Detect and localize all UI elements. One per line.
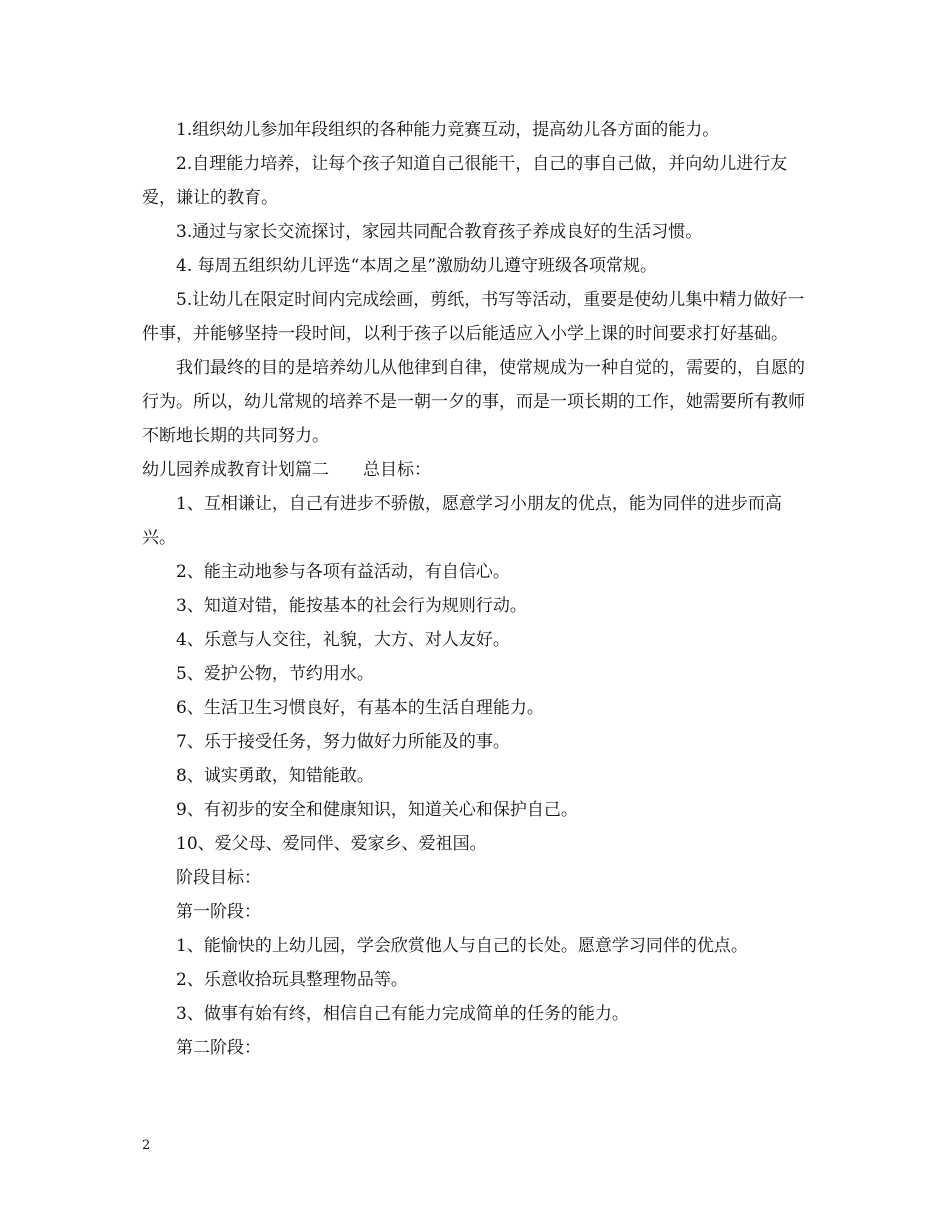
list-item: 10、爱父母、爱同伴、爱家乡、爱祖国。 [176, 834, 487, 854]
subheading: 阶段目标： [176, 868, 261, 888]
list-item: 2、能主动地参与各项有益活动，有自信心。 [176, 562, 510, 582]
section-heading: 幼儿园养成教育计划篇二 总目标： [142, 460, 431, 480]
list-item: 1、能愉快的上幼儿园，学会欣赏他人与自己的长处。愿意学习同伴的优点。 [176, 936, 748, 956]
list-item: 1、互相谦让，自己有进步不骄傲，愿意学习小朋友的优点，能为同伴的进步而高兴。 [142, 494, 782, 548]
subheading: 第一阶段： [176, 902, 261, 922]
list-item: 6、生活卫生习惯良好，有基本的生活自理能力。 [176, 698, 544, 718]
paragraph: 4. 每周五组织幼儿评选“本周之星”激励幼儿遵守班级各项常规。 [176, 256, 658, 276]
paragraph: 1.组织幼儿参加年段组织的各种能力竞赛互动，提高幼儿各方面的能力。 [176, 120, 720, 140]
list-item: 9、有初步的安全和健康知识，知道关心和保护自己。 [176, 800, 578, 820]
list-item: 4、乐意与人交往，礼貌，大方、对人友好。 [176, 630, 510, 650]
paragraph: 5.让幼儿在限定时间内完成绘画，剪纸，书写等活动，重要是使幼儿集中精力做好一件事，并能够坚持一段时间，以利于孩子以后能适应入小学上课的时间要求打好基础。 [142, 290, 805, 344]
paragraph: 2.自理能力培养，让每个孩子知道自己很能干，自己的事自己做，并向幼儿进行友爱，谦让的教育。 [142, 154, 788, 208]
document-body [142, 113, 812, 1065]
list-item: 5、爱护公物，节约用水。 [176, 664, 374, 684]
list-item: 3、知道对错，能按基本的社会行为规则行动。 [176, 596, 527, 616]
list-item: 7、乐于接受任务，努力做好力所能及的事。 [176, 732, 510, 752]
paragraph: 我们最终的目的是培养幼儿从他律到自律，使常规成为一种自觉的，需要的，自愿的行为。所以，幼儿常规的培养不是一朝一夕的事，而是一项长期的工作，她需要所有教师不断地长期的共同努力。 [142, 358, 805, 446]
paragraph: 3.通过与家长交流探讨，家园共同配合教育孩子养成良好的生活习惯。 [176, 222, 703, 242]
list-item: 8、诚实勇敢，知错能敢。 [176, 766, 374, 786]
subheading: 第二阶段： [176, 1038, 261, 1058]
page-number: 2 [142, 1138, 151, 1153]
list-item: 3、做事有始有终，相信自己有能力完成简单的任务的能力。 [176, 1004, 629, 1024]
list-item: 2、乐意收拾玩具整理物品等。 [176, 970, 408, 990]
